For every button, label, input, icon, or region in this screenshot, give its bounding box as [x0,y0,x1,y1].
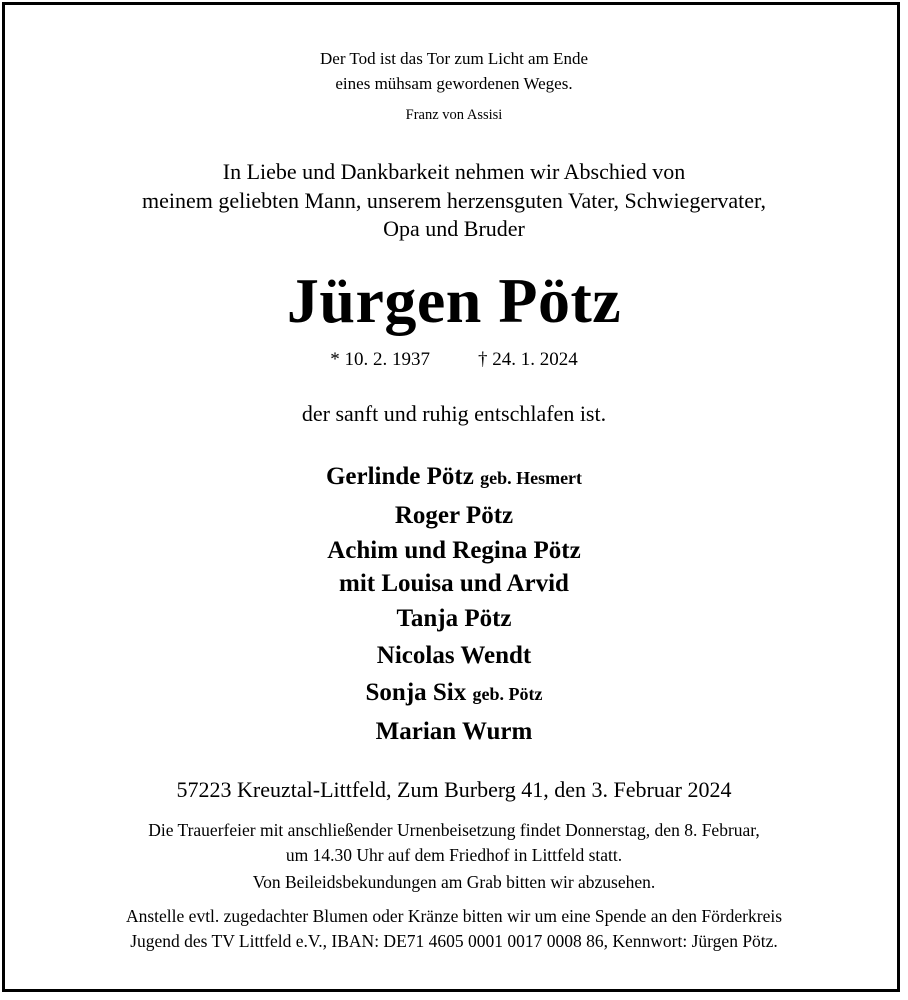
donation-line-1: Anstelle evtl. zugedachter Blumen oder Kränze bitten wir um eine Spende an den Förderkreis [125,906,783,926]
mourner-name: Sonja Six [365,679,467,706]
mourner-line: Achim und Regina Pötz [327,537,581,564]
quote-line-2: eines mühsam gewordenen Weges. [335,74,573,93]
birth-date: * 10. 2. 1937 [330,349,430,370]
intro-text [0,158,908,244]
mourner-line: mit Louisa und Arvid [339,570,569,597]
mourner-2: Roger Pötz [394,502,514,529]
mourner-maiden-name: geb. Hesmert [480,468,583,488]
mourner-name: Gerlinde Pötz [325,463,474,490]
life-dates [0,349,908,371]
condolence-note: Von Beileidsbekundungen am Grab bitten wir abzusehen. [252,872,656,892]
quote-author: Franz von Assisi [405,107,503,123]
mourner-6 [0,674,908,713]
mourner-5: Nicolas Wendt [376,642,532,669]
ceremony-line-2: um 14.30 Uhr auf dem Friedhof in Littfeld statt. [285,845,623,865]
mourner-maiden-name: geb. Pötz [472,684,543,704]
deceased-name: Jürgen Pötz [286,265,622,336]
quote-line-1: Der Tod ist das Tor zum Licht am Ende [320,49,588,68]
donation-line-2: Jugend des TV Littfeld e.V., IBAN: DE71 4605 0001 0017 0008 86, Kennwort: Jürgen Pötz. [130,931,778,951]
ceremony-line-1: Die Trauerfeier mit anschließender Urnenbeisetzung findet Donnerstag, den 8. Februar, [148,820,760,840]
ceremony-info [0,818,908,868]
donation-info [0,904,908,954]
intro-line-3: Opa und Bruder [383,216,525,241]
mourner-3 [0,534,908,600]
intro-line-2: meinem geliebten Mann, unserem herzensguten Vater, Schwiegervater, [142,187,766,213]
death-date: † 24. 1. 2024 [478,349,578,370]
mourner-1 [0,458,908,497]
subtitle: der sanft und ruhig entschlafen ist. [301,401,607,426]
intro-line-1: In Liebe und Dankbarkeit nehmen wir Abschied von [222,159,686,184]
mourners-list [0,458,908,750]
mourner-7: Marian Wurm [375,718,533,745]
mourner-4: Tanja Pötz [396,605,512,632]
quote [0,46,908,96]
place-and-date: 57223 Kreuztal-Littfeld, Zum Burberg 41, den 3. Februar 2024 [176,777,732,802]
